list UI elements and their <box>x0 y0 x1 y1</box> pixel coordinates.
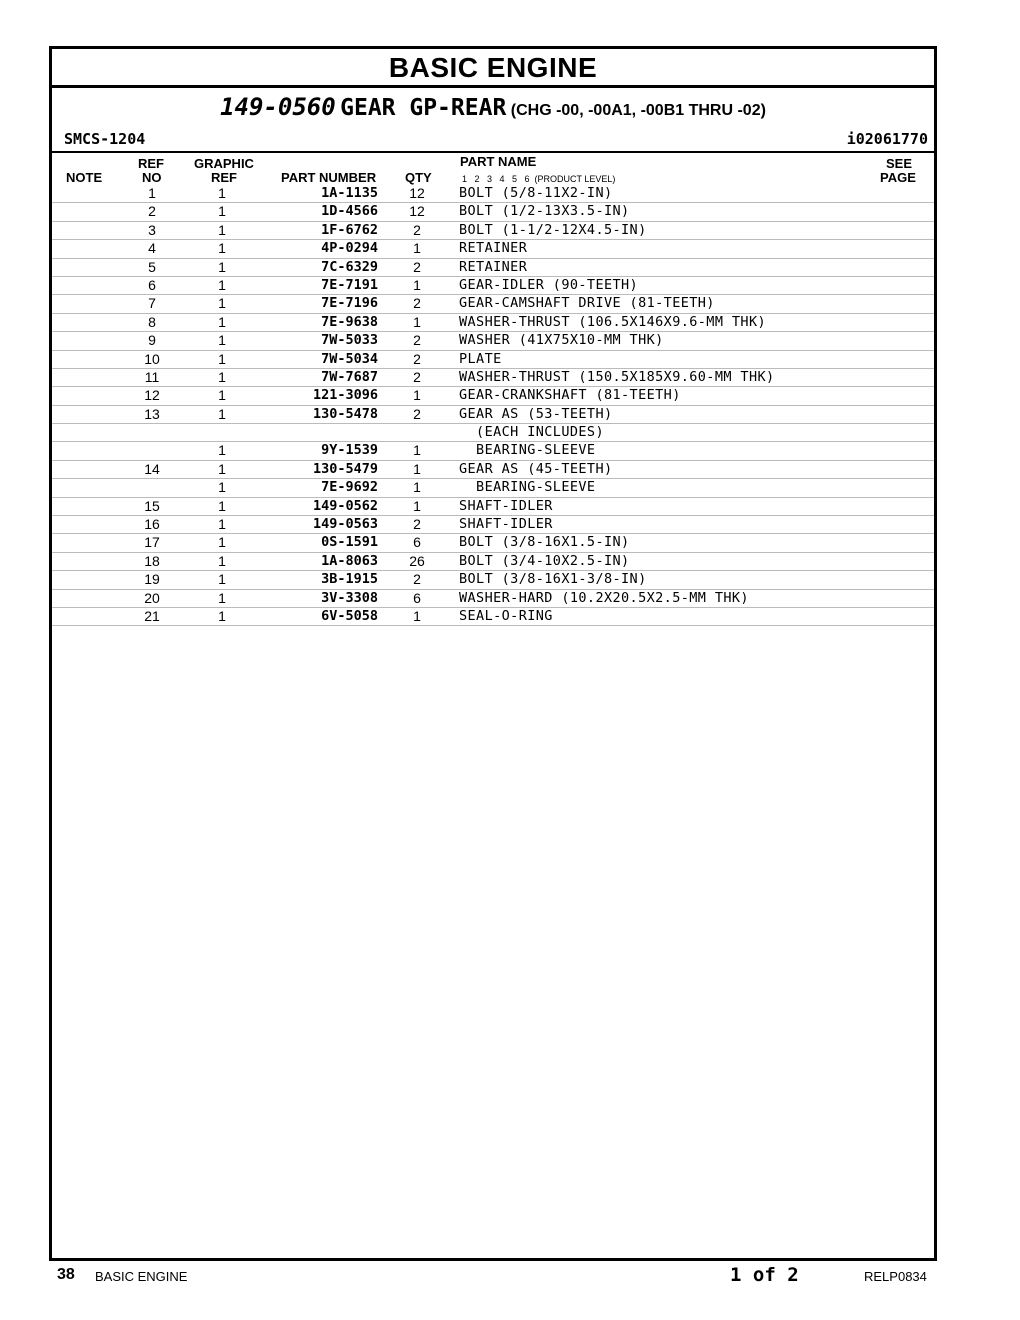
graphic-ref-cell: 1 <box>218 405 226 422</box>
qty-cell: 2 <box>413 258 421 275</box>
smcs-code: SMCS-1204 <box>64 130 146 148</box>
graphic-ref-cell: 1 <box>218 552 226 569</box>
part-number-cell: 121-3096 <box>312 387 378 404</box>
qty-cell: 1 <box>413 387 421 404</box>
table-row <box>52 351 934 369</box>
part-name-cell: GEAR-IDLER (90-TEETH) <box>459 276 639 293</box>
parts-list-frame <box>49 46 937 1261</box>
part-name-cell: GEAR-CRANKSHAFT (81-TEETH) <box>459 387 681 404</box>
table-row <box>52 442 934 460</box>
table-row <box>52 240 934 258</box>
table-row <box>52 259 934 277</box>
part-number-cell: 0S-1591 <box>321 534 378 551</box>
qty-cell: 1 <box>413 276 421 293</box>
ref-no-cell: 13 <box>144 405 160 422</box>
qty-cell: 2 <box>413 350 421 367</box>
graphic-ref-cell: 1 <box>218 313 226 330</box>
part-number-cell: 130-5478 <box>312 405 378 422</box>
part-number-cell: 1D-4566 <box>321 203 378 220</box>
ref-no-cell: 16 <box>144 516 160 533</box>
graphic-ref-cell: 1 <box>218 607 226 624</box>
table-row <box>52 590 934 608</box>
part-number-cell: 7E-7196 <box>321 295 378 312</box>
ref-no-cell: 21 <box>144 607 160 624</box>
part-name-cell: (EACH INCLUDES) <box>459 424 604 441</box>
part-number-cell: 7E-7191 <box>321 276 378 293</box>
part-name-cell: PLATE <box>459 350 502 367</box>
qty-cell: 2 <box>413 516 421 533</box>
parts-table <box>52 185 934 626</box>
part-name-cell: RETAINER <box>459 258 528 275</box>
qty-cell: 1 <box>413 479 421 496</box>
part-number-cell: 7W-7687 <box>321 368 378 385</box>
part-name-cell: WASHER-THRUST (150.5X185X9.60-MM THK) <box>459 368 775 385</box>
part-number-cell: 7E-9638 <box>321 313 378 330</box>
col-graphic-bottom: REF <box>211 170 237 185</box>
graphic-ref-cell: 1 <box>218 516 226 533</box>
table-row <box>52 369 934 387</box>
part-name-cell: BEARING-SLEEVE <box>459 479 596 496</box>
col-graphic-top: GRAPHIC <box>194 156 254 171</box>
group-part-name: GEAR GP-REAR <box>340 95 507 121</box>
graphic-ref-cell: 1 <box>218 332 226 349</box>
graphic-ref-cell: 1 <box>218 258 226 275</box>
graphic-ref-cell: 1 <box>218 387 226 404</box>
change-levels: (CHG -00, -00A1, -00B1 THRU -02) <box>510 102 766 119</box>
part-number-cell: 7W-5034 <box>321 350 378 367</box>
page-number: 38 <box>57 1266 75 1283</box>
header-divider <box>52 151 934 153</box>
graphic-ref-cell: 1 <box>218 442 226 459</box>
group-heading <box>52 93 934 121</box>
qty-cell: 1 <box>413 497 421 514</box>
illustration-id: i02061770 <box>846 130 928 148</box>
footer-section: BASIC ENGINE <box>95 1269 188 1284</box>
qty-cell: 2 <box>413 295 421 312</box>
part-number-cell: 1F-6762 <box>321 221 378 238</box>
part-number-cell: 149-0563 <box>312 516 378 533</box>
graphic-ref-cell: 1 <box>218 460 226 477</box>
table-row <box>52 516 934 534</box>
part-number-cell: 1A-1135 <box>321 185 378 201</box>
table-row <box>52 222 934 240</box>
part-name-cell: BOLT (3/4-10X2.5-IN) <box>459 552 630 569</box>
part-name-cell: BOLT (1-1/2-12X4.5-IN) <box>459 221 647 238</box>
part-number-cell: 4P-0294 <box>321 240 378 257</box>
part-name-cell: SHAFT-IDLER <box>459 497 553 514</box>
table-row <box>52 479 934 497</box>
graphic-ref-cell: 1 <box>218 185 226 201</box>
col-qty: QTY <box>405 170 432 185</box>
graphic-ref-cell: 1 <box>218 589 226 606</box>
part-name-cell: BOLT (3/8-16X1-3/8-IN) <box>459 571 647 588</box>
ref-no-cell: 5 <box>148 258 156 275</box>
page-footer <box>0 1262 1020 1292</box>
part-number-cell: 7E-9692 <box>321 479 378 496</box>
part-name-cell: BEARING-SLEEVE <box>459 442 596 459</box>
graphic-ref-cell: 1 <box>218 350 226 367</box>
qty-cell: 12 <box>409 185 425 201</box>
part-number-cell: 3V-3308 <box>321 589 378 606</box>
table-row <box>52 277 934 295</box>
qty-cell: 26 <box>409 552 425 569</box>
part-name-cell: SHAFT-IDLER <box>459 516 553 533</box>
col-ref-top: REF <box>138 156 164 171</box>
col-product-level: 1 2 3 4 5 6 (PRODUCT LEVEL) <box>462 174 616 184</box>
page-title: BASIC ENGINE <box>52 49 934 88</box>
ref-no-cell: 8 <box>148 313 156 330</box>
ref-no-cell: 18 <box>144 552 160 569</box>
part-name-cell: WASHER (41X75X10-MM THK) <box>459 332 664 349</box>
ref-no-cell: 11 <box>144 368 160 385</box>
col-part-name: PART NAME <box>460 154 537 169</box>
table-row <box>52 553 934 571</box>
graphic-ref-cell: 1 <box>218 221 226 238</box>
table-row <box>52 203 934 221</box>
part-number-cell: 3B-1915 <box>321 571 378 588</box>
qty-cell: 1 <box>413 442 421 459</box>
table-row <box>52 534 934 552</box>
ref-no-cell: 12 <box>144 387 160 404</box>
graphic-ref-cell: 1 <box>218 295 226 312</box>
graphic-ref-cell: 1 <box>218 571 226 588</box>
qty-cell: 1 <box>413 313 421 330</box>
qty-cell: 1 <box>413 460 421 477</box>
ref-no-cell: 20 <box>144 589 160 606</box>
table-row <box>52 424 934 442</box>
part-name-cell: GEAR-CAMSHAFT DRIVE (81-TEETH) <box>459 295 715 312</box>
table-row <box>52 571 934 589</box>
part-number-cell: 7C-6329 <box>321 258 378 275</box>
qty-cell: 1 <box>413 607 421 624</box>
part-name-cell: WASHER-THRUST (106.5X146X9.6-MM THK) <box>459 313 766 330</box>
graphic-ref-cell: 1 <box>218 497 226 514</box>
table-row <box>52 406 934 424</box>
page-of-count: 1 of 2 <box>730 1264 799 1286</box>
part-name-cell: RETAINER <box>459 240 528 257</box>
table-row <box>52 295 934 313</box>
table-row <box>52 461 934 479</box>
part-name-cell: GEAR AS (53-TEETH) <box>459 405 613 422</box>
qty-cell: 2 <box>413 221 421 238</box>
ref-no-cell: 6 <box>148 276 156 293</box>
table-row <box>52 498 934 516</box>
ref-no-cell: 4 <box>148 240 156 257</box>
part-name-cell: GEAR AS (45-TEETH) <box>459 460 613 477</box>
graphic-ref-cell: 1 <box>218 276 226 293</box>
ref-no-cell: 7 <box>148 295 156 312</box>
table-row <box>52 332 934 350</box>
ref-no-cell: 14 <box>144 460 160 477</box>
qty-cell: 1 <box>413 240 421 257</box>
qty-cell: 2 <box>413 332 421 349</box>
part-number-cell: 1A-8063 <box>321 552 378 569</box>
part-number-cell: 6V-5058 <box>321 607 378 624</box>
table-row <box>52 608 934 626</box>
graphic-ref-cell: 1 <box>218 240 226 257</box>
ref-no-cell: 3 <box>148 221 156 238</box>
graphic-ref-cell: 1 <box>218 479 226 496</box>
ref-no-cell: 1 <box>148 185 156 201</box>
qty-cell: 2 <box>413 368 421 385</box>
ref-no-cell: 15 <box>144 497 160 514</box>
part-name-cell: BOLT (3/8-16X1.5-IN) <box>459 534 630 551</box>
part-number-cell: 149-0562 <box>312 497 378 514</box>
table-row <box>52 185 934 203</box>
ref-no-cell: 10 <box>144 350 160 367</box>
ref-no-cell: 17 <box>144 534 160 551</box>
part-number-cell: 130-5479 <box>312 460 378 477</box>
table-row <box>52 314 934 332</box>
col-see-top: SEE <box>886 156 913 171</box>
col-part-number: PART NUMBER <box>281 170 377 185</box>
graphic-ref-cell: 1 <box>218 203 226 220</box>
col-note: NOTE <box>66 170 103 185</box>
ref-no-cell: 2 <box>148 203 156 220</box>
col-ref-bottom: NO <box>142 170 162 185</box>
qty-cell: 6 <box>413 534 421 551</box>
group-part-number: 149-0560 <box>220 93 336 121</box>
col-see-bottom: PAGE <box>880 170 916 185</box>
qty-cell: 6 <box>413 589 421 606</box>
document-id: RELP0834 <box>864 1269 927 1284</box>
ref-no-cell: 19 <box>144 571 160 588</box>
ref-no-cell: 9 <box>148 332 156 349</box>
qty-cell: 2 <box>413 405 421 422</box>
table-row <box>52 387 934 405</box>
part-name-cell: BOLT (5/8-11X2-IN) <box>459 185 613 201</box>
graphic-ref-cell: 1 <box>218 534 226 551</box>
part-number-cell: 7W-5033 <box>321 332 378 349</box>
part-name-cell: WASHER-HARD (10.2X20.5X2.5-MM THK) <box>459 589 749 606</box>
part-name-cell: SEAL-O-RING <box>459 607 553 624</box>
part-name-cell: BOLT (1/2-13X3.5-IN) <box>459 203 630 220</box>
part-number-cell: 9Y-1539 <box>321 442 378 459</box>
graphic-ref-cell: 1 <box>218 368 226 385</box>
qty-cell: 12 <box>409 203 425 220</box>
qty-cell: 2 <box>413 571 421 588</box>
